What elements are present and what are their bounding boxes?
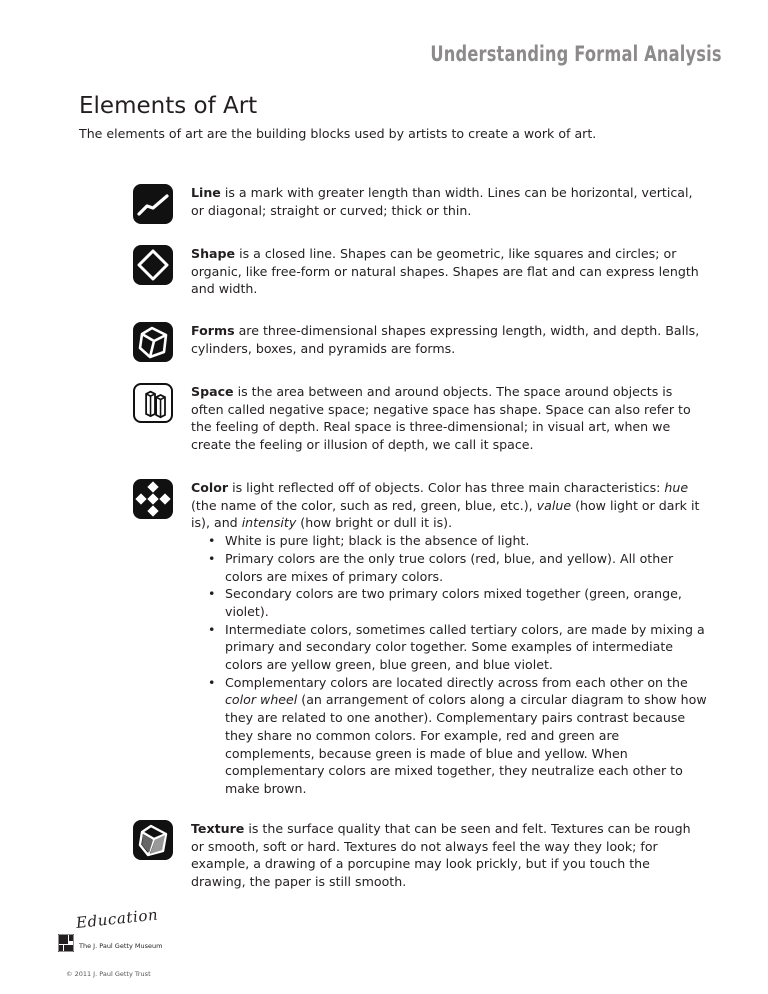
page-title: Elements of Art <box>79 93 258 119</box>
shape-description <box>191 245 707 298</box>
color-description <box>191 479 707 798</box>
complementary-text-1: Complementary colors are located directly across from each other on the <box>225 674 688 690</box>
term-color: Color <box>191 480 229 495</box>
forms-text: are three-dimensional shapes expressing length, width, and depth. Balls, cylinders, boxes, and pyramids are forms. <box>191 323 700 356</box>
color-text-4: (how bright or dull it is). <box>296 515 453 531</box>
term-space: Space <box>191 384 234 399</box>
color-text-1: is light reflected off of objects. Color has three main characteristics: <box>228 480 665 495</box>
line-text: is a mark with greater length than width. Lines can be horizontal, vertical, or diagonal; straight or curved; thick or thin. <box>191 185 693 218</box>
shape-text: is a closed line. Shapes can be geometric, like squares and circles; or organic, like free-form or natural shapes. Shapes are flat and can express length and width. <box>191 246 699 297</box>
line-description <box>191 184 707 219</box>
intro-text: The elements of art are the building blocks used by artists to create a work of art. <box>79 126 597 141</box>
color-text-2: (the name of the color, such as red, green, blue, etc.), <box>191 497 537 513</box>
term-line: Line <box>191 185 221 200</box>
copyright: © 2011 J. Paul Getty Trust <box>66 970 151 978</box>
complementary-text-2: (an arrangement of colors along a circular diagram to show how they are related to one another). Complementary pairs contrast because they share no common colors. For example, red and green are complements, because green is made of blue and yellow. When complementary colors are mixed together, they neutralize each other to make brown. <box>225 692 707 796</box>
diamond-shape-icon <box>133 245 173 285</box>
list-item: • Intermediate colors, sometimes called tertiary colors, are made by mixing a primary and secondary color together. Some examples of intermediate colors are yellow green, blue green, and blue violet. <box>207 621 707 674</box>
color-squares-icon <box>133 479 173 519</box>
header-title: Understanding Formal Analysis <box>430 42 722 66</box>
texture-text: is the surface quality that can be seen and felt. Textures can be rough or smooth, soft or hard. Textures do not always feel the way they look; for example, a drawing of a porcupine may look prickly, but if you touch the drawing, the paper is still smooth. <box>191 821 691 890</box>
term-forms: Forms <box>191 323 235 338</box>
term-shape: Shape <box>191 246 236 261</box>
term-value: value <box>536 497 572 513</box>
line-zigzag-icon <box>133 184 173 224</box>
color-bullet-list <box>191 532 707 798</box>
textured-cube-icon <box>133 820 173 860</box>
term-hue: hue <box>664 480 689 495</box>
blocks-space-icon <box>133 383 173 423</box>
list-item: • White is pure light; black is the absence of light. <box>207 532 707 550</box>
getty-logo-icon <box>58 934 74 952</box>
term-intensity: intensity <box>241 515 297 531</box>
texture-description <box>191 820 707 891</box>
education-wordmark: Education <box>75 905 160 932</box>
space-text: is the area between and around objects. The space around objects is often called negative space; negative space has shape. Space can also refer to the feeling of depth. Real space is three-dimensional; in visual art, when we create the feeling or illusion of depth, we call it space. <box>191 384 691 453</box>
list-item: • Secondary colors are two primary colors mixed together (green, orange, violet). <box>207 585 707 620</box>
list-item <box>207 674 707 798</box>
space-description <box>191 383 707 454</box>
cube-form-icon <box>133 322 173 362</box>
forms-description <box>191 322 707 357</box>
term-texture: Texture <box>191 821 245 836</box>
color-text-3: (how light or dark it is), and <box>191 497 700 531</box>
list-item: • Primary colors are the only true colors (red, blue, and yellow). All other colors are mixes of primary colors. <box>207 550 707 585</box>
term-color-wheel: color wheel <box>225 692 298 708</box>
museum-name: The J. Paul Getty Museum <box>79 942 163 950</box>
